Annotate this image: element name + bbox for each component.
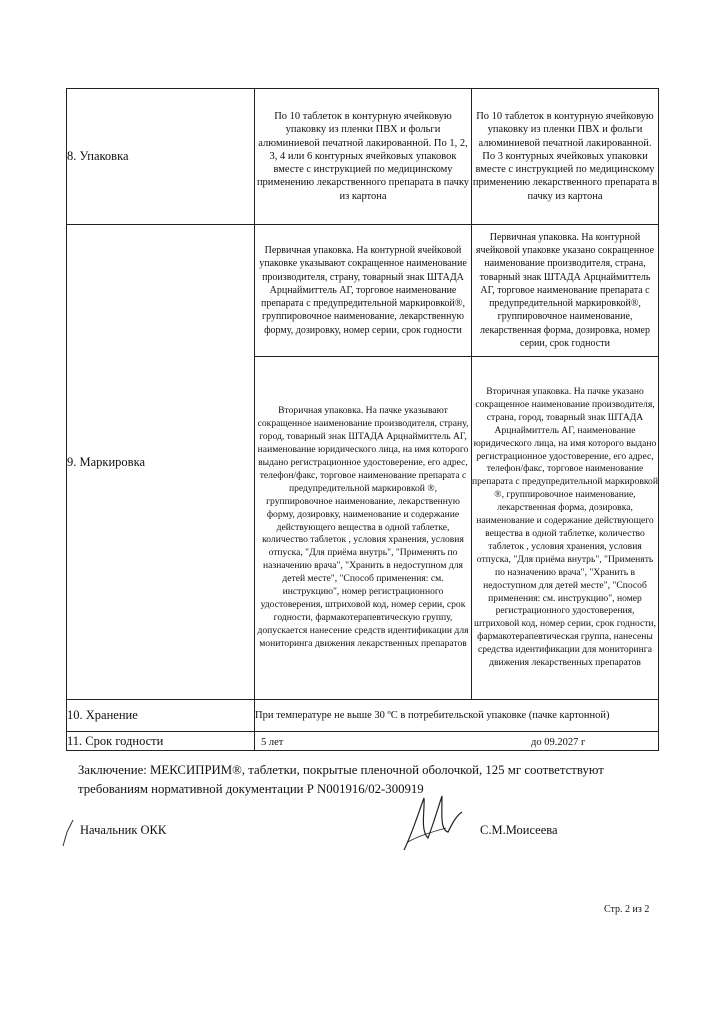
packaging-spec-text: По 10 таблеток в контурную ячейковую упаковку из пленки ПВХ и фольги алюминиевой печатной лакированной. По 1, 2, 3, 4 или 6 контурных ячейковых упаковок вместе с инструкцией по медицинскому применению лекарственного препарата в пачку из картона xyxy=(255,89,472,225)
table-row-storage xyxy=(67,700,659,732)
packaging-label: 8. Упаковка xyxy=(67,89,255,225)
shelf-life-actual: до 09.2027 г xyxy=(531,737,586,748)
conclusion-text: Заключение: МЕКСИПРИМ®, таблетки, покрытые пленочной оболочкой, 125 мг соответствуют требованиям нормативной документации Р N001916/02-300919 xyxy=(78,763,604,796)
table-row-marking-primary xyxy=(67,225,659,357)
signatory-name: С.М.Моисеева xyxy=(480,823,558,837)
page-number: Стр. 2 из 2 xyxy=(604,904,650,915)
shelf-life-cell xyxy=(255,732,659,751)
shelf-life-spec: 5 лет xyxy=(261,737,284,748)
table-row-packaging xyxy=(67,89,659,225)
marking-secondary-actual-text: Вторичная упаковка. На пачке указано сокращенное наименование производителя, страна, город, товарный знак ШТАДА Арцнаймиттель АГ, наименование юридического лица, на имя которого выдано регистрационное удостоверение, его адрес, телефон/факс, торговое наименование препарата с предупредительной маркировкой ®, группировочное наименование, лекарственная форма, дозировка, наименование и содержание действующего вещества в одной таблетке, количество таблеток , условия хранения, условия отпуска, "Для приёма внутрь", "Применять по назначению врача", "Хранить в недоступном для детей месте", "Способ применения: см. инструкцию", номер регистрационного удостоверения, штриховой код, номер серии, срок годности, фармакотерапевтическая группа, нанесены средства идентификации для мониторинга движения лекарственных препаратов xyxy=(472,357,659,700)
storage-value: При температуре не выше 30 ºС в потребительской упаковке (пачке картонной) xyxy=(255,700,659,732)
marking-secondary-spec-text: Вторичная упаковка. На пачке указывают сокращенное наименование производителя, страну, город, товарный знак ШТАДА Арцнаймиттель АГ, наименование юридического лица, на имя которого выдано регистрационное удостоверение, его адрес, телефон/факс, торговое наименование препарата с предупредительной маркировкой ®, группировочное наименование, лекарственную форму, дозировку, наименование и содержание действующего вещества в одной таблетке, количество таблеток , условия хранения, условия отпуска, "Для приёма внутрь", "Применять по назначению врача", "Хранить в недоступном для детей месте", "Способ применения: см. инструкцию", номер регистрационного удостоверения, штриховой код, номер серии, срок годности, фармакотерапевтическую группу, допускается нанесение средств идентификации для мониторинга движения лекарственных препаратов xyxy=(255,357,472,700)
specification-table xyxy=(66,88,659,751)
storage-label: 10. Хранение xyxy=(67,700,255,732)
shelf-life-label: 11. Срок годности xyxy=(67,732,255,751)
marking-primary-actual-text: Первичная упаковка. На контурной ячейковой упаковке указано сокращенное наименование производителя, страна, товарный знак ШТАДА Арцнаймиттель АГ, торговое наименование препарата с предупредительной маркировкой®, группировочное наименование, лекарственная форма, дозировка, номер серии, срок годности xyxy=(472,225,659,357)
table-row-shelf-life xyxy=(67,732,659,751)
packaging-actual-text: По 10 таблеток в контурную ячейковую упаковку из пленки ПВХ и фольги алюминиевой печатной лакированной. По 3 контурных ячейковых упаковки вместе с инструкцией по медицинскому применению лекарственного препарата в пачку из картона xyxy=(472,89,659,225)
signature-mark-icon xyxy=(60,818,82,848)
handwritten-signature-icon xyxy=(398,792,468,854)
marking-primary-spec-text: Первичная упаковка. На контурной ячейковой упаковке указывают сокращенное наименование производителя, страну, товарный знак ШТАДА Арцнаймиттель АГ, торговое наименование препарата с предупредительной маркировкой®, группировочное наименование, лекарственную форму, дозировку, номер серии, срок годности xyxy=(255,225,472,357)
marking-label: 9. Маркировка xyxy=(67,225,255,700)
chief-title: Начальник ОКК xyxy=(80,823,167,837)
